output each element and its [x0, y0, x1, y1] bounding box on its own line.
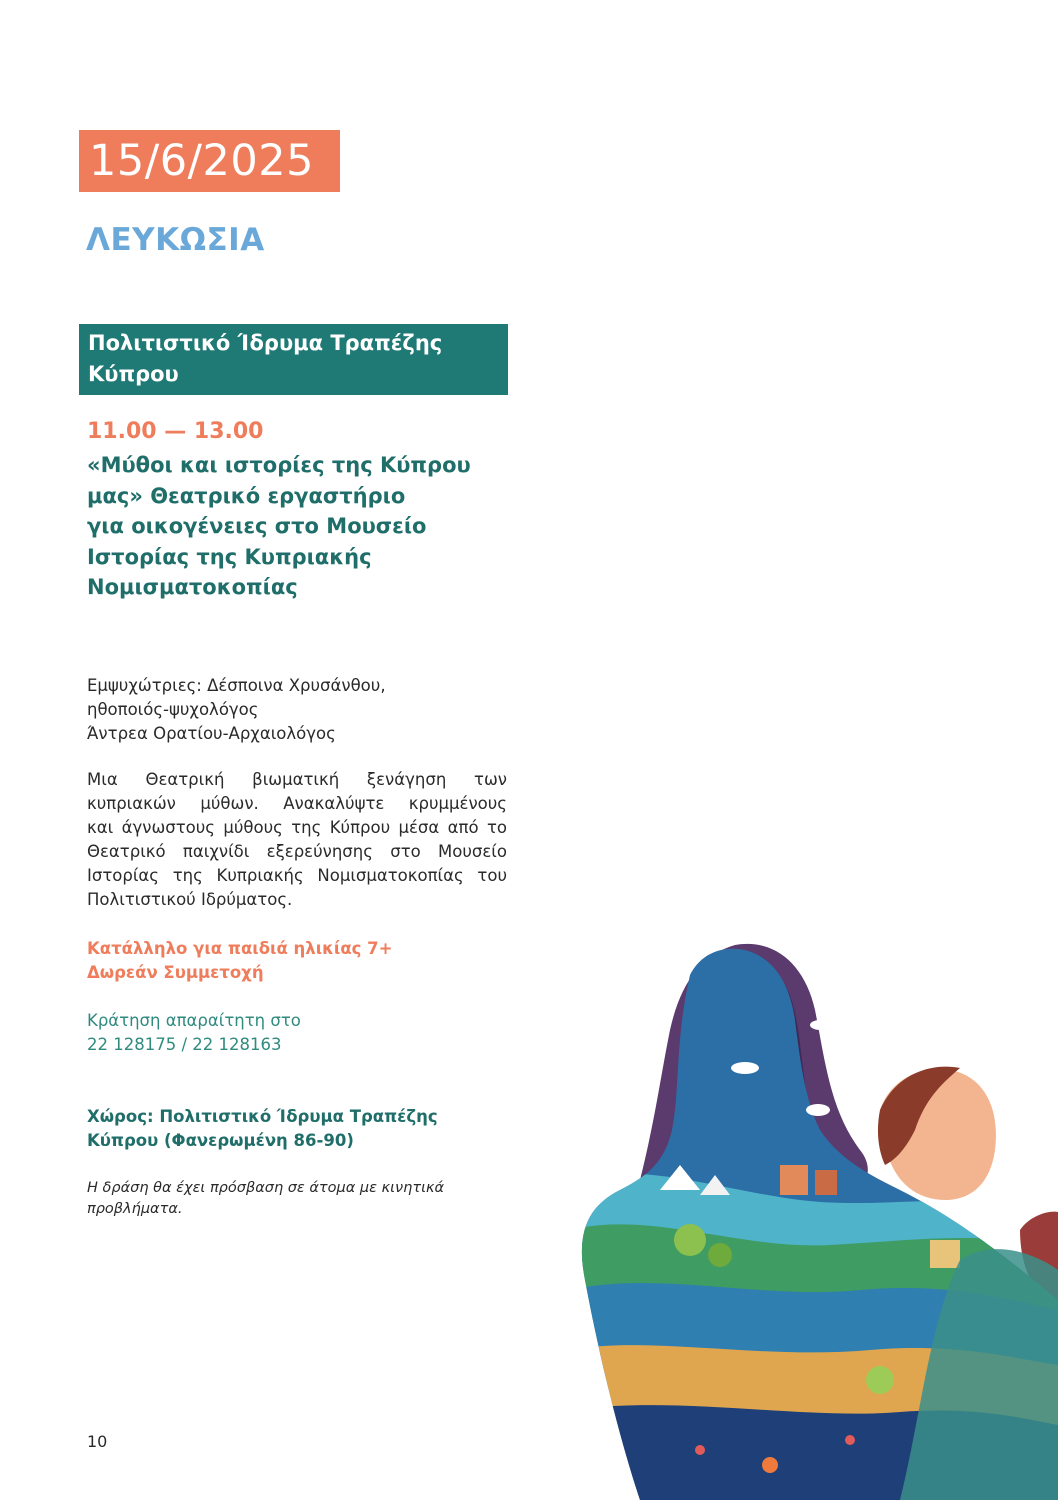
participation-text: Δωρεάν Συμμετοχή — [87, 963, 264, 982]
animators-line: Άντρεα Ορατίου-Αρχαιολόγος — [87, 724, 336, 743]
description-line: Ιστορίας της Κυπριακής Νομισματοκοπίας του — [87, 866, 507, 885]
venue-header-line: Κύπρου — [88, 362, 179, 386]
date-badge: 15/6/2025 — [79, 130, 340, 192]
suitability-text: Κατάλληλο για παιδιά ηλικίας 7+ — [87, 939, 393, 958]
accessibility-line: προβλήματα. — [87, 1201, 183, 1217]
event-title-line: «Μύθοι και ιστορίες της Κύπρου — [87, 453, 471, 477]
event-title-line: Νομισματοκοπίας — [87, 575, 298, 599]
description-line: και άγνωστους μύθους της Κύπρου μέσα από το — [87, 818, 507, 837]
booking-phones: 22 128175 / 22 128163 — [87, 1035, 282, 1054]
booking-label: Κράτηση απαραίτητη στο — [87, 1011, 301, 1030]
place-line: Κύπρου (Φανερωμένη 86-90) — [87, 1131, 354, 1150]
animators-line: ηθοποιός-ψυχολόγος — [87, 700, 259, 719]
event-title-line: Ιστορίας της Κυπριακής — [87, 544, 372, 569]
event-title-line: μας» Θεατρικό εργαστήριο — [87, 483, 406, 508]
description-line: Θεατρικό παιχνίδι εξερεύνησης στο Μουσείο — [87, 842, 507, 861]
city-heading: ΛΕΥΚΩΣΙΑ — [86, 222, 265, 258]
page-number: 10 — [87, 1432, 108, 1451]
event-time: 11.00 — 13.00 — [87, 419, 264, 444]
description-line: κυπριακών μύθων. Ανακαλύψτε κρυμμένους — [87, 794, 507, 813]
description-line: Μια Θεατρική βιωματική ξενάγηση των — [87, 770, 507, 789]
venue-header-line: Πολιτιστικό Ίδρυμα Τραπέζης — [88, 331, 443, 355]
animators-line: Εμψυχώτριες: Δέσποινα Χρυσάνθου, — [87, 676, 386, 695]
place-line: Χώρος: Πολιτιστικό Ίδρυμα Τραπέζης — [87, 1107, 438, 1126]
description-line: Πολιτιστικού Ιδρύματος. — [87, 890, 293, 909]
event-title-line: για οικογένειες στο Μουσείο — [87, 514, 427, 538]
accessibility-line: Η δράση θα έχει πρόσβαση σε άτομα με κινητικά — [87, 1180, 445, 1196]
